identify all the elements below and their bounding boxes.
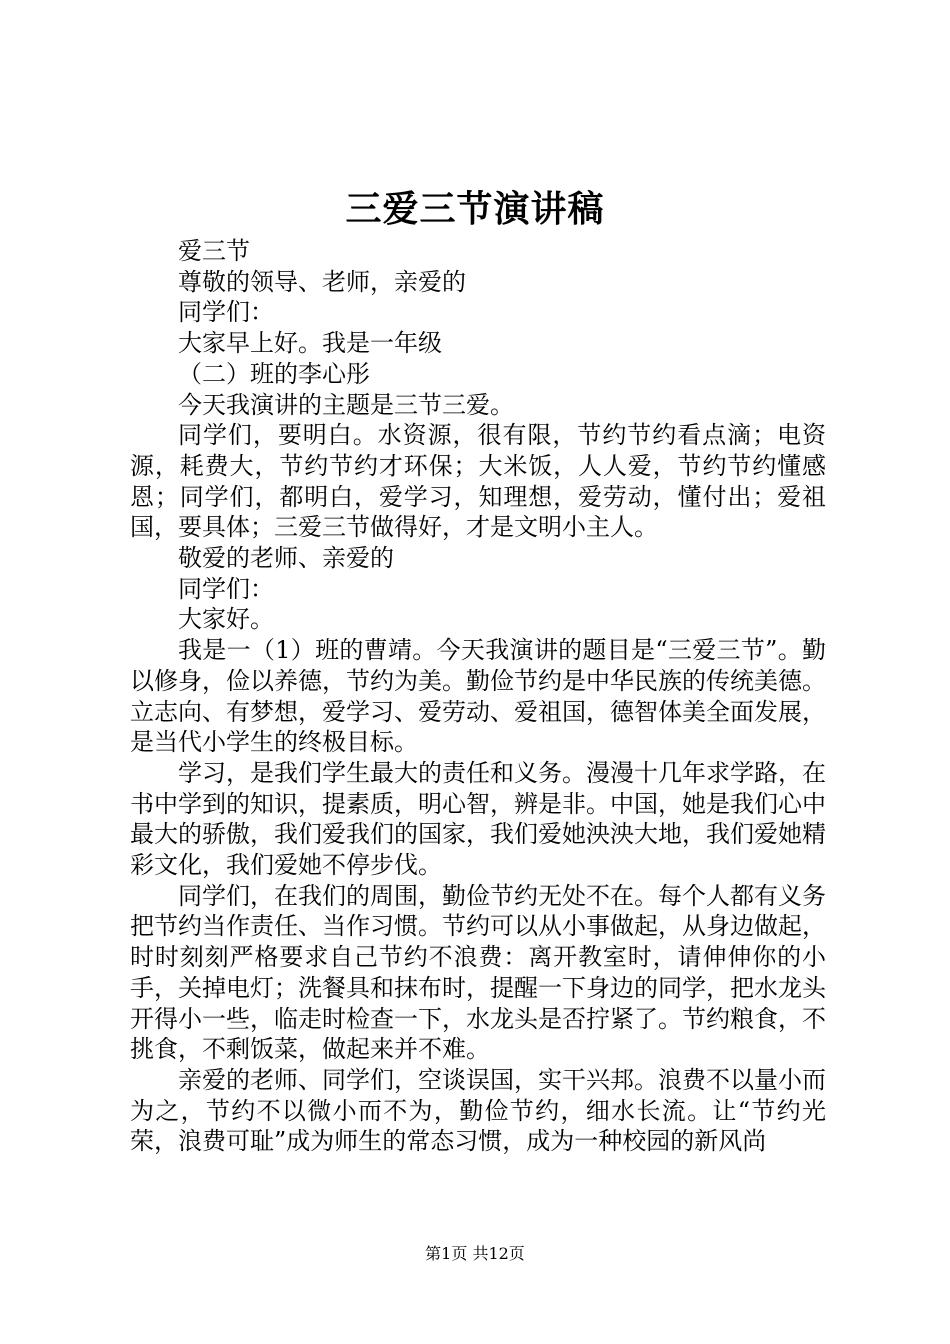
body-paragraph: 同学们：: [178, 298, 274, 327]
page-footer: 第1页 共12页: [425, 1244, 525, 1263]
body-paragraph: 大家好。: [178, 605, 274, 634]
body-paragraph: 同学们：: [178, 574, 274, 603]
body-paragraph: 爱三节: [178, 237, 250, 265]
document-title: 三爱三节演讲稿: [345, 188, 605, 230]
body-paragraph: 大家早上好。我是一年级: [178, 329, 442, 358]
body-paragraph: （二）班的李心彤: [178, 359, 370, 388]
body-paragraph: 我是一（1）班的曹靖。今天我演讲的题目是“三爱三节”。勤以修身，俭以养德，节约为美。勤俭节约是中华民族的传统美德。立志向、有梦想，爱学习、爱劳动、爱祖国，德智体美全面发展，是当代小学生的终极目标。: [130, 636, 826, 757]
body-paragraph: 尊敬的领导、老师，亲爱的: [178, 267, 466, 296]
body-paragraph: 同学们，要明白。水资源，很有限，节约节约看点滴；电资源，耗费大，节约节约才环保；大米饭，人人爱，节约节约懂感恩；同学们，都明白，爱学习，知理想，爱劳动，懂付出；爱祖国，要具体；三爱三节做得好，才是文明小主人。: [130, 421, 826, 542]
body-paragraph: 敬爱的老师、亲爱的: [178, 544, 394, 573]
document-body: [130, 236, 826, 1157]
body-paragraph: 亲爱的老师、同学们，空谈误国，实干兴邦。浪费不以量小而为之，节约不以微小而不为，勤俭节约，细水长流。让“节约光荣，浪费可耻”成为师生的常态习惯，成为一种校园的新风尚: [130, 1065, 826, 1156]
body-paragraph: 今天我演讲的主题是三节三爱。: [178, 390, 514, 419]
body-paragraph: 同学们，在我们的周围，勤俭节约无处不在。每个人都有义务把节约当作责任、当作习惯。节约可以从小事做起，从身边做起，时时刻刻严格要求自己节约不浪费：离开教室时，请伸伸你的小手，关掉电灯；洗餐具和抹布时，提醒一下身边的同学，把水龙头开得小一些，临走时检查一下，水龙头是否拧紧了。节约粮食，不挑食，不剩饭菜，做起来并不难。: [130, 881, 826, 1064]
body-paragraph: 学习，是我们学生最大的责任和义务。漫漫十几年求学路，在书中学到的知识，提素质，明心智，辨是非。中国，她是我们心中最大的骄傲，我们爱我们的国家，我们爱她泱泱大地，我们爱她精彩文化，我们爱她不停步伐。: [130, 758, 826, 880]
